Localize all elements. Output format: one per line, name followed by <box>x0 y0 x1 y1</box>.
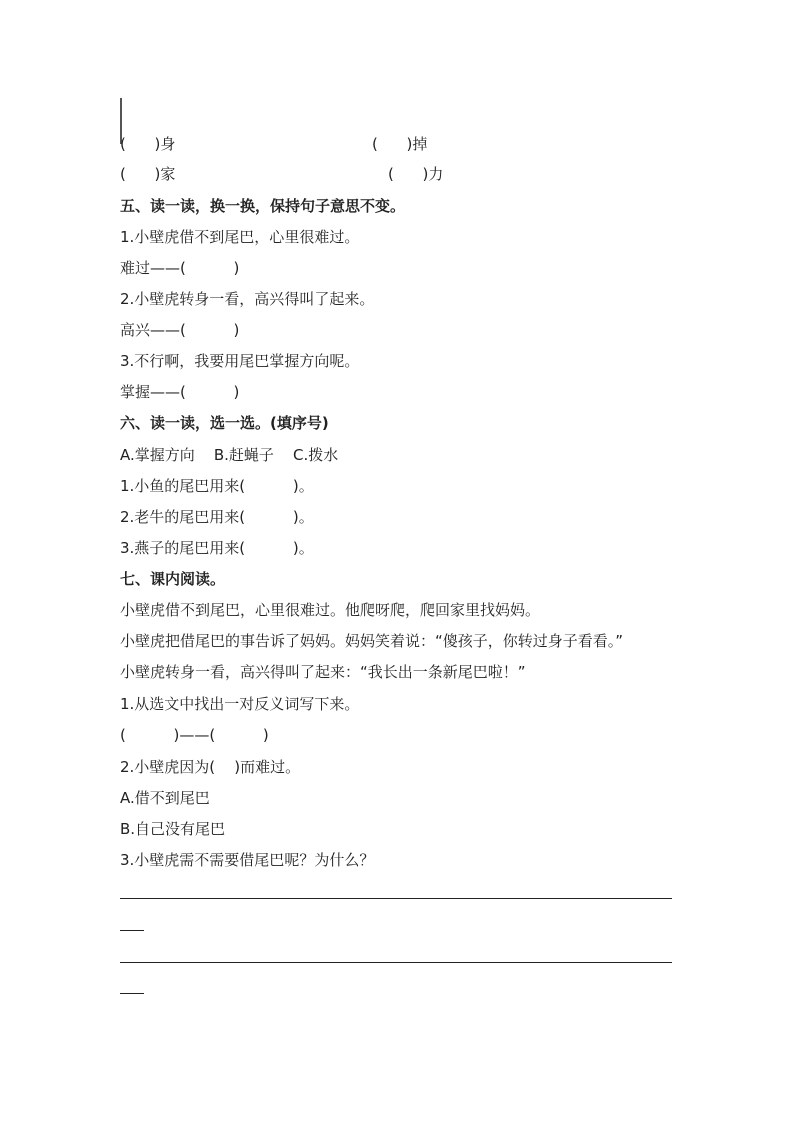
section-6-heading: 六、读一读，选一选。(填序号) <box>120 414 329 432</box>
word-row-1-left: ( )身 <box>120 135 176 153</box>
answer-line-2-stub <box>120 993 144 994</box>
word-row-2-left: ( )家 <box>120 165 176 183</box>
part7-answer-1: ( )——( ) <box>120 726 269 744</box>
part5-answer-2: 高兴——( ) <box>120 321 240 339</box>
part7-question-2: 2.小壁虎因为( )而难过。 <box>120 758 301 776</box>
passage-line-1: 小壁虎借不到尾巴，心里很难过。他爬呀爬，爬回家里找妈妈。 <box>120 601 541 619</box>
part5-sentence-1: 1.小壁虎借不到尾巴，心里很难过。 <box>120 228 360 246</box>
passage-line-3: 小壁虎转身一看，高兴得叫了起来：“我长出一条新尾巴啦！” <box>120 663 526 681</box>
answer-line-1 <box>120 898 672 899</box>
answer-line-2 <box>120 962 672 963</box>
part6-item-1: 1.小鱼的尾巴用来( )。 <box>120 477 314 495</box>
part7-question-1: 1.从选文中找出一对反义词写下来。 <box>120 695 360 713</box>
part6-item-2: 2.老牛的尾巴用来( )。 <box>120 508 314 526</box>
part6-options: A.掌握方向 B.赶蝇子 C.拨水 <box>120 446 339 464</box>
passage-line-2: 小壁虎把借尾巴的事告诉了妈妈。妈妈笑着说：“傻孩子，你转过身子看看。” <box>120 632 624 650</box>
part7-question-3: 3.小壁虎需不需要借尾巴呢？为什么？ <box>120 851 375 869</box>
section-7-heading: 七、课内阅读。 <box>120 570 226 588</box>
part5-sentence-2: 2.小壁虎转身一看，高兴得叫了起来。 <box>120 290 375 308</box>
part7-option-b: B.自己没有尾巴 <box>120 820 226 838</box>
word-row-1-right: ( )掉 <box>372 135 428 153</box>
part5-answer-1: 难过——( ) <box>120 259 240 277</box>
part6-item-3: 3.燕子的尾巴用来( )。 <box>120 539 314 557</box>
part7-option-a: A.借不到尾巴 <box>120 789 210 807</box>
answer-line-1-stub <box>120 930 144 931</box>
part5-sentence-3: 3.不行啊，我要用尾巴掌握方向呢。 <box>120 352 360 370</box>
word-row-2-right: ( )力 <box>388 165 444 183</box>
part5-answer-3: 掌握——( ) <box>120 383 240 401</box>
section-5-heading: 五、读一读，换一换，保持句子意思不变。 <box>120 197 406 215</box>
